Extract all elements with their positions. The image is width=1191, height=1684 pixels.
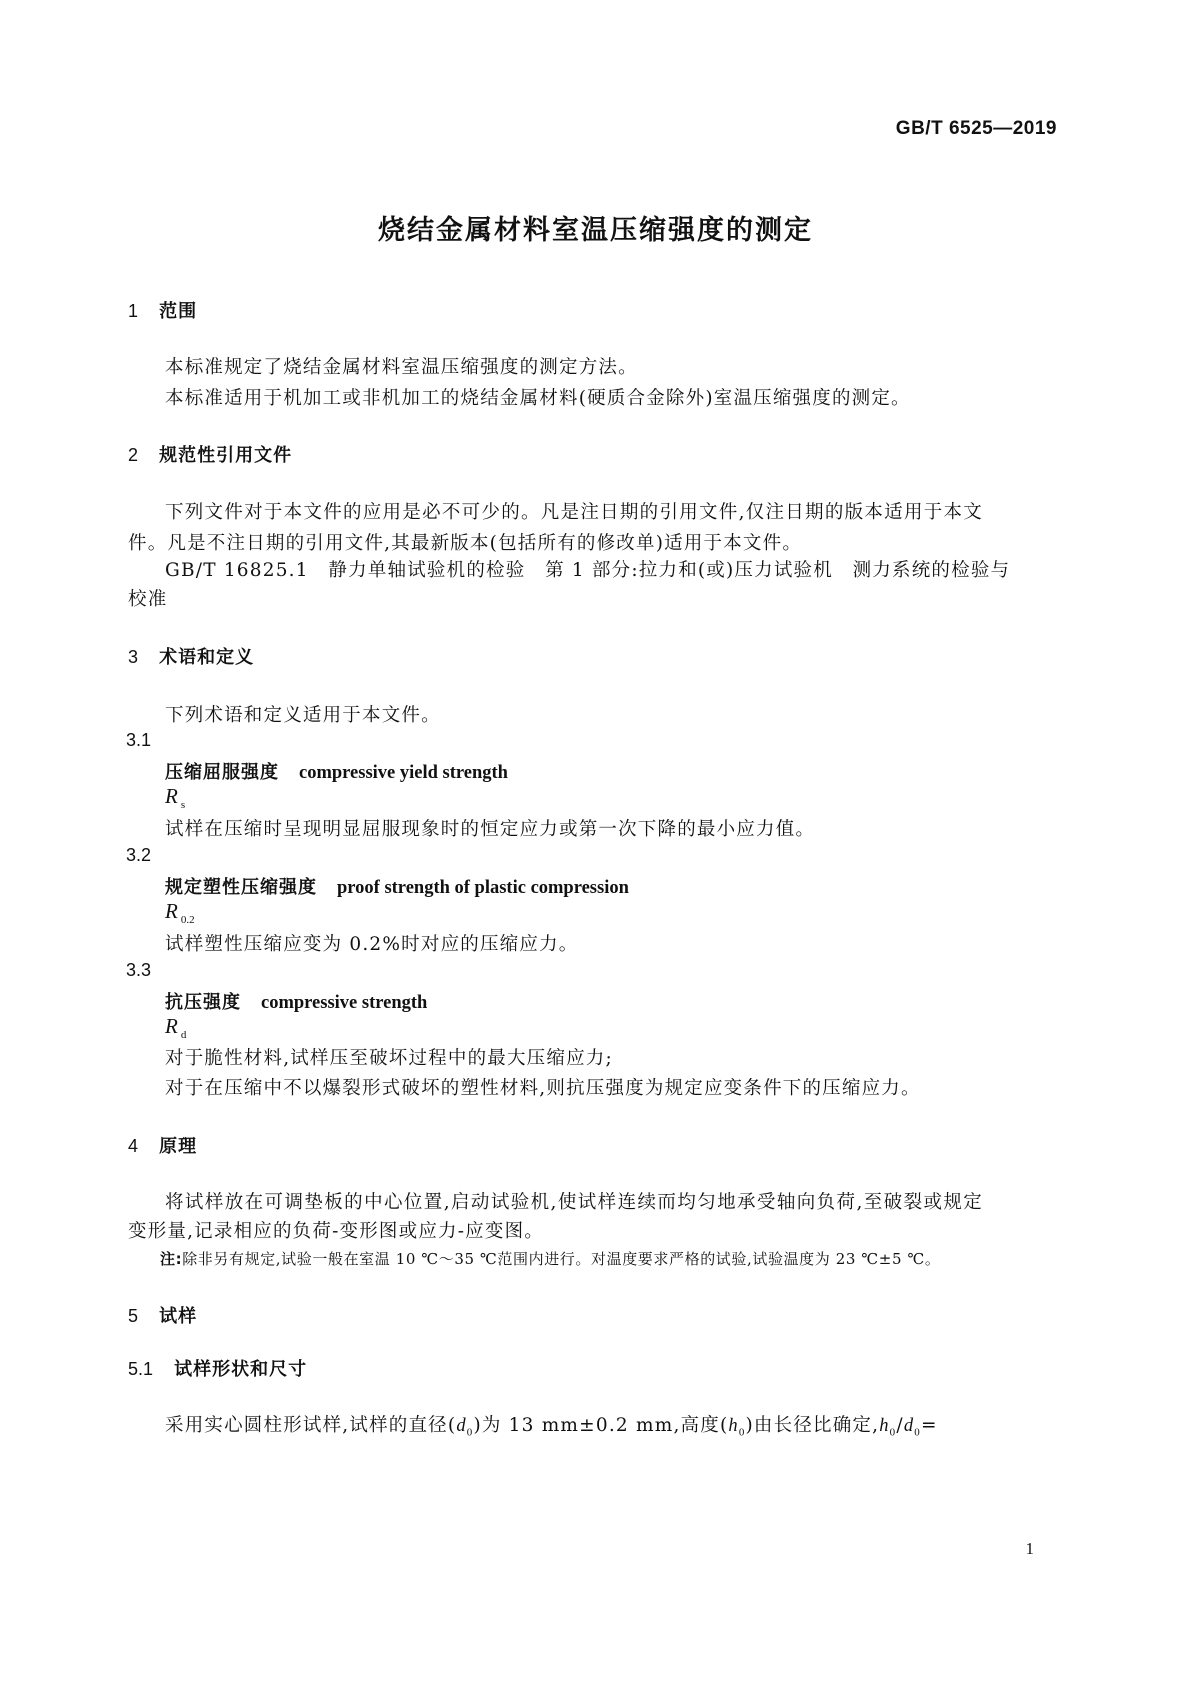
paragraph-line: 变形量,记录相应的负荷-变形图或应力-应变图。 (128, 1221, 544, 1242)
paragraph-line: 采用实心圆柱形试样,试样的直径$(d_0)$为 13 mm±0.2 mm,高度$(h_0)$由长径比确定$,h_0/d_0=$ (165, 1415, 938, 1439)
paragraph: 本标准适用于机加工或非机加工的烧结金属材料(硬质合金除外)室温压缩强度的测定。 (165, 388, 911, 409)
term-heading (165, 988, 427, 1014)
term-symbol: R $_{0.2}$ (165, 899, 195, 927)
term-number: 3.3 (126, 960, 152, 980)
term-definition: 对于在压缩中不以爆裂形式破坏的塑性材料,则抗压强度为规定应变条件下的压缩应力。 (165, 1078, 921, 1099)
term-chinese: 压缩屈服强度 (165, 762, 279, 783)
term-heading (165, 758, 508, 784)
section-number: 2 (128, 445, 139, 465)
term-definition: 试样在压缩时呈现明显屈服现象时的恒定应力或第一次下降的最小应力值。 (165, 819, 816, 840)
note (160, 1248, 940, 1269)
section-title: 范围 (159, 301, 198, 322)
term-number: 3.2 (126, 845, 152, 865)
term-definition: 对于脆性材料,试样压至破坏过程中的最大压缩应力; (165, 1048, 613, 1069)
term-heading (165, 873, 629, 899)
subsection-title: 试样形状和尺寸 (174, 1359, 308, 1380)
section-number: 4 (128, 1136, 139, 1156)
section-1-heading (128, 297, 197, 323)
section-number: 1 (128, 301, 139, 321)
section-title: 试样 (159, 1306, 198, 1327)
subsection-number: 5.1 (128, 1359, 154, 1379)
section-2-heading (128, 441, 292, 467)
section-5-heading (128, 1302, 197, 1328)
section-4-heading (128, 1132, 197, 1158)
term-number: 3.1 (126, 730, 152, 750)
note-text: 除非另有规定,试验一般在室温 10 ℃～35 ℃范围内进行。对温度要求严格的试验,试验温度为 23 ℃±5 ℃。 (182, 1250, 941, 1268)
term-english: compressive yield strength (299, 763, 508, 783)
subsection-5-1-heading (128, 1355, 307, 1381)
term-chinese: 抗压强度 (165, 992, 241, 1013)
note-label: 注: (160, 1250, 183, 1268)
section-number: 5 (128, 1306, 139, 1326)
paragraph-line: 件。凡是不注日期的引用文件,其最新版本(包括所有的修改单)适用于本文件。 (128, 533, 803, 554)
section-number: 3 (128, 647, 139, 667)
paragraph: 本标准规定了烧结金属材料室温压缩强度的测定方法。 (165, 357, 638, 378)
term-english: compressive strength (261, 993, 428, 1013)
term-symbol: R $_s$ (165, 784, 186, 812)
term-definition: 试样塑性压缩应变为 0.2%时对应的压缩应力。 (165, 934, 579, 955)
section-title: 规范性引用文件 (159, 445, 293, 466)
page-number: 1 (1025, 1539, 1034, 1558)
term-english: proof strength of plastic compression (337, 878, 629, 898)
section-title: 原理 (159, 1136, 198, 1157)
reference-line: 校准 (128, 589, 168, 610)
reference-line: GB/T 16825.1 静力单轴试验机的检验 第 1 部分:拉力和(或)压力试验机 测力系统的检验与 (165, 560, 1011, 581)
term-chinese: 规定塑性压缩强度 (165, 877, 317, 898)
paragraph: 下列术语和定义适用于本文件。 (165, 705, 441, 726)
standard-code: GB/T 6525—2019 (895, 118, 1057, 139)
paragraph-line: 将试样放在可调垫板的中心位置,启动试验机,使试样连续而均匀地承受轴向负荷,至破裂或规定 (165, 1192, 983, 1213)
paragraph-line: 下列文件对于本文件的应用是必不可少的。凡是注日期的引用文件,仅注日期的版本适用于本文 (165, 502, 983, 523)
term-symbol: R $_d$ (165, 1014, 187, 1042)
section-3-heading (128, 643, 254, 669)
document-title: 烧结金属材料室温压缩强度的测定 (378, 215, 813, 246)
section-title: 术语和定义 (159, 647, 255, 668)
